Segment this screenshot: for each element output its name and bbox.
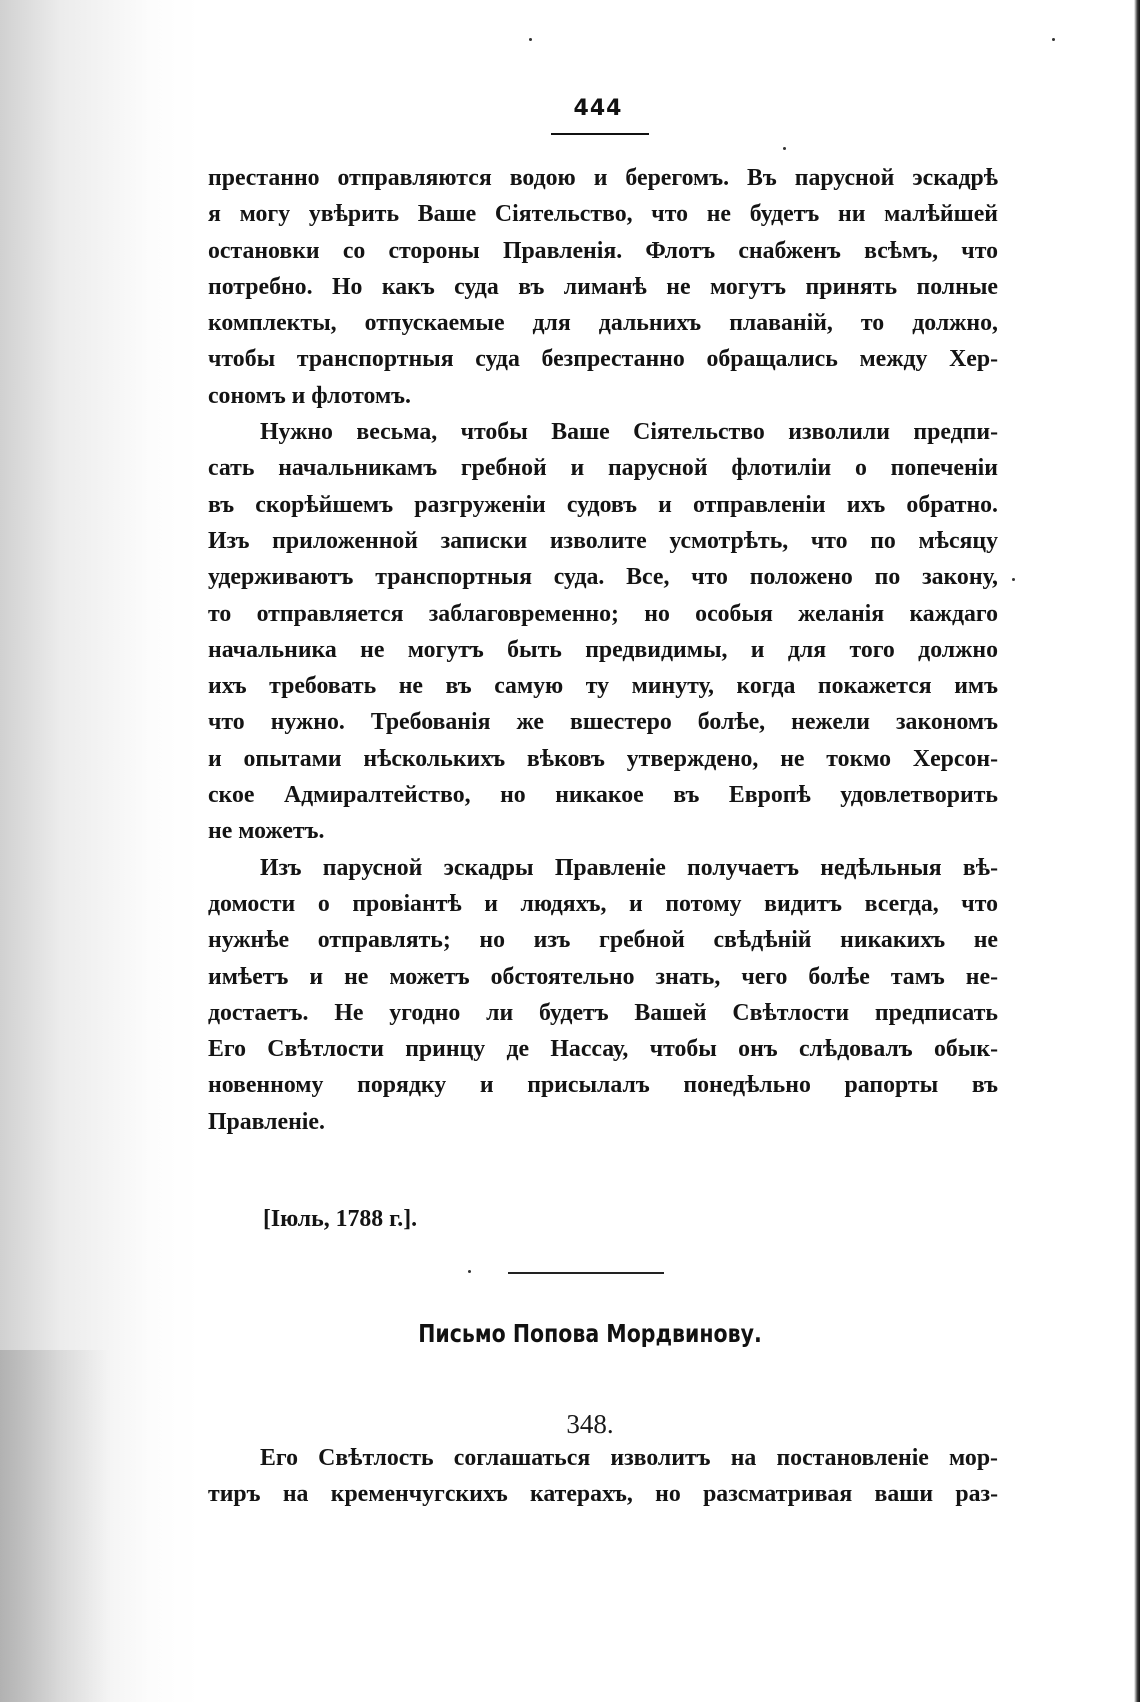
text-line: комплекты, отпускаемые для дальнихъ плаваній, то должно, (208, 310, 998, 337)
text-line: престанно отправляются водою и берегомъ. Въ парусной эскадрѣ (208, 165, 998, 191)
text-line: имѣетъ и не можетъ обстоятельно знать, чего болѣе тамъ не- (208, 963, 998, 990)
text-line: удерживаютъ транспортныя суда. Все, что положено по закону, (208, 564, 998, 591)
letter-body-text (208, 1440, 998, 1513)
page-number: 444 (573, 96, 623, 121)
text-line: новенному порядку и присылалъ понедѣльно рапорты въ (208, 1072, 998, 1099)
text-line: сать начальникамъ гребной и парусной флотиліи о попеченіи (208, 455, 998, 482)
text-line: Его Свѣтлость соглашаться изволитъ на постановленіе мор- (260, 1445, 998, 1471)
letter-number: 348. (566, 1409, 614, 1439)
text-line: ское Адмиралтейство, но никакое въ Европѣ удовлетворить (208, 782, 998, 809)
text-line: я могу увѣрить Ваше Сіятельство, что не будетъ ни малѣйшей (208, 201, 998, 228)
section-separator-rule (508, 1272, 664, 1274)
text-line: потребно. Но какъ суда въ лиманѣ не могутъ принять полные (208, 273, 998, 300)
scan-speck (529, 38, 532, 41)
text-line: ихъ требовать не въ самую ту минуту, когда покажется имъ (208, 673, 998, 700)
paragraph-3 (208, 850, 998, 1140)
text-line: домости о провіантѣ и людяхъ, и потому видитъ всегда, что (208, 890, 998, 917)
text-line: Его Свѣтлости принцу де Нассау, чтобы онъ слѣдовалъ обык- (208, 1036, 998, 1063)
page-number-underline (551, 133, 649, 135)
text-line: то отправляется заблаговременно; но особыя желанія каждаго (208, 600, 998, 627)
scan-speck (1012, 578, 1015, 581)
text-line: достаетъ. Не угодно ли будетъ Вашей Свѣтлости предписать (208, 999, 998, 1026)
scan-speck (1052, 38, 1055, 41)
paragraph-2 (208, 414, 998, 850)
text-line: и опытами нѣсколькихъ вѣковъ утверждено, не токмо Херсон- (208, 745, 998, 772)
text-line: Правленіе. (208, 1108, 325, 1135)
text-line: Изъ парусной эскадры Правленіе получаетъ недѣльныя вѣ- (260, 854, 998, 881)
scan-margin-shadow-bottom (0, 1350, 110, 1702)
body-text-block (208, 160, 998, 1140)
text-line: тиръ на кременчугскихъ катерахъ, но разсматривая ваши раз- (208, 1481, 998, 1508)
text-line: Изъ приложенной записки изволите усмотрѣть, что по мѣсяцу (208, 527, 998, 554)
scan-speck (468, 1270, 471, 1273)
text-line: сономъ и флотомъ. (208, 382, 411, 409)
scan-right-edge (1134, 0, 1140, 1702)
text-line: нужнѣе отправлять; но изъ гребной свѣдѣній никакихъ не (208, 927, 998, 954)
letter-date: [Іюль, 1788 г.]. (263, 1206, 418, 1232)
letter-heading: Письмо Попова Мордвинову. (418, 1319, 762, 1348)
text-line: Нужно весьма, чтобы Ваше Сіятельство изволили предпи- (260, 419, 998, 446)
text-line: не можетъ. (208, 818, 325, 845)
text-line: чтобы транспортныя суда безпрестанно обращались между Хер- (208, 346, 998, 373)
scan-speck (783, 147, 786, 150)
text-line: что нужно. Требованія же вшестеро болѣе, нежели закономъ (208, 709, 998, 736)
text-line: остановки со стороны Правленія. Флотъ снабженъ всѣмъ, что (208, 237, 998, 264)
text-line: начальника не могутъ быть предвидимы, и для того должно (208, 636, 998, 663)
letter-paragraph (208, 1440, 998, 1513)
text-line: въ скорѣйшемъ разгруженіи судовъ и отправленіи ихъ обратно. (208, 491, 998, 518)
paragraph-1 (208, 160, 998, 414)
